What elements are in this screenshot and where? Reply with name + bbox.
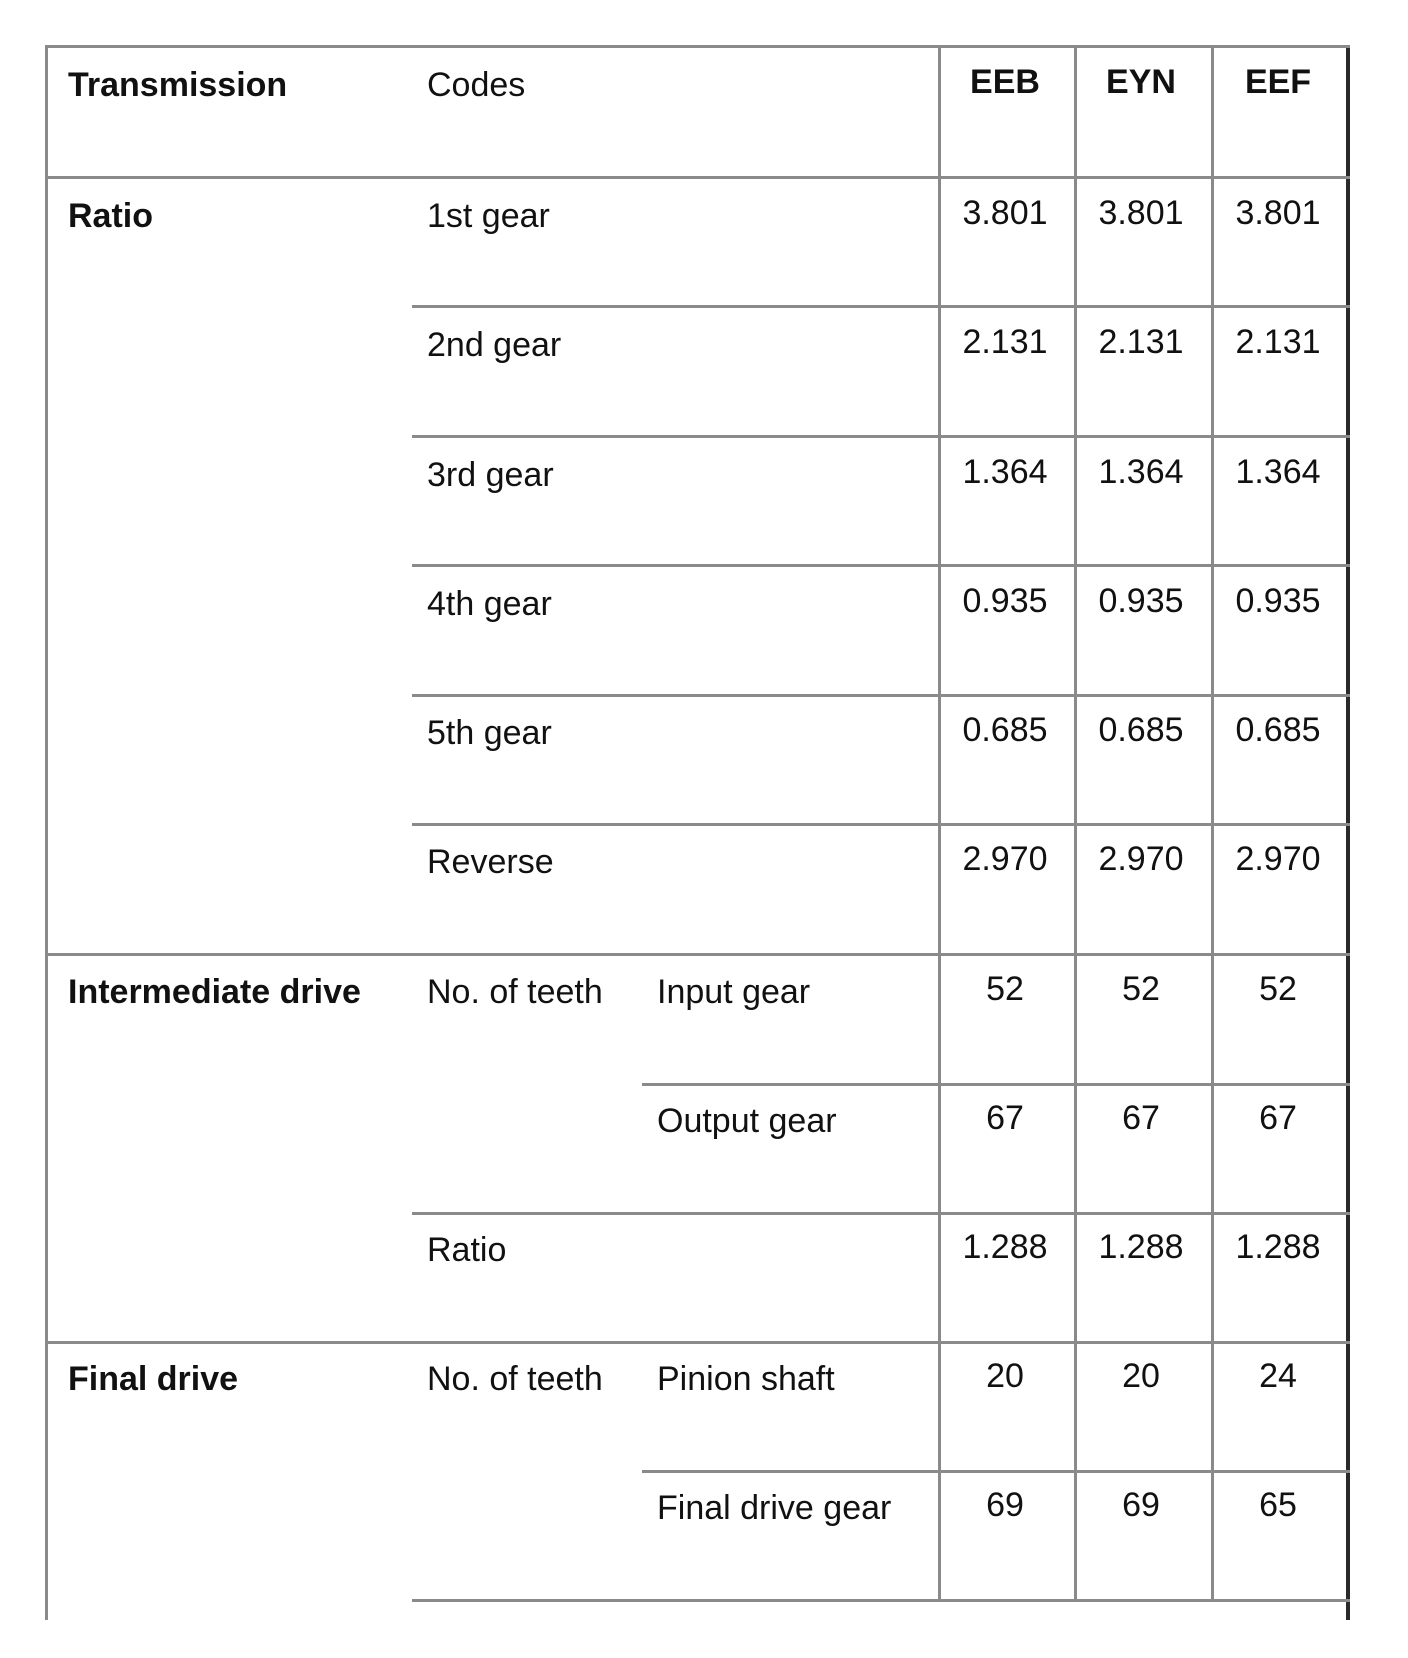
column-header-eef: EEF <box>1244 63 1312 101</box>
column-header-eyn: EYN <box>1106 63 1176 101</box>
cell-value: 0.685 <box>962 711 1048 749</box>
teeth-label: No. of teeth <box>427 973 603 1011</box>
row-label: Reverse <box>427 843 554 881</box>
row-divider <box>642 1083 1350 1086</box>
row-label: 3rd gear <box>427 456 554 494</box>
cell-value: 0.935 <box>1098 582 1184 620</box>
cell-value: 52 <box>1259 970 1297 1008</box>
cell-value: 3.801 <box>962 194 1048 232</box>
cell-value: 67 <box>1259 1099 1297 1137</box>
row-label: 2nd gear <box>427 326 562 364</box>
table-right-border <box>1346 45 1350 1620</box>
cell-value: 69 <box>1122 1486 1160 1524</box>
section-divider <box>45 953 1350 956</box>
column-header-eeb: EEB <box>970 63 1040 101</box>
row-label: 4th gear <box>427 585 552 623</box>
cell-value: 2.970 <box>1098 840 1184 878</box>
row-label: Output gear <box>657 1102 837 1140</box>
row-label: Ratio <box>427 1231 507 1269</box>
table-bottom-border <box>412 1599 1350 1602</box>
row-divider <box>412 305 1350 308</box>
table-top-border <box>45 45 1350 48</box>
row-divider <box>412 694 1350 697</box>
cell-value: 67 <box>986 1099 1024 1137</box>
row-divider <box>412 564 1350 567</box>
cell-value: 0.935 <box>1235 582 1321 620</box>
cell-value: 1.288 <box>1098 1228 1184 1266</box>
cell-value: 24 <box>1259 1357 1297 1395</box>
row-divider <box>412 823 1350 826</box>
row-divider <box>412 1212 1350 1215</box>
cell-value: 3.801 <box>1235 194 1321 232</box>
cell-value: 1.364 <box>1235 453 1321 491</box>
section-label-ratio: Ratio <box>68 197 153 235</box>
cell-value: 65 <box>1259 1486 1297 1524</box>
cell-value: 0.685 <box>1235 711 1321 749</box>
cell-value: 2.131 <box>1098 323 1184 361</box>
row-divider <box>642 1470 1350 1473</box>
cell-value: 52 <box>986 970 1024 1008</box>
teeth-label: No. of teeth <box>427 1360 603 1398</box>
cell-value: 3.801 <box>1098 194 1184 232</box>
cell-value: 52 <box>1122 970 1160 1008</box>
cell-value: 1.364 <box>962 453 1048 491</box>
row-divider <box>412 435 1350 438</box>
cell-value: 2.131 <box>1235 323 1321 361</box>
section-divider <box>45 1341 1350 1344</box>
cell-value: 20 <box>1122 1357 1160 1395</box>
row-label: Pinion shaft <box>657 1360 835 1398</box>
header-title: Transmission <box>68 66 288 104</box>
section-label-final-drive: Final drive <box>68 1360 239 1398</box>
cell-value: 2.970 <box>1235 840 1321 878</box>
cell-value: 1.288 <box>962 1228 1048 1266</box>
cell-value: 1.364 <box>1098 453 1184 491</box>
cell-value: 0.935 <box>962 582 1048 620</box>
cell-value: 1.288 <box>1235 1228 1321 1266</box>
cell-value: 67 <box>1122 1099 1160 1137</box>
row-label: Final drive gear <box>657 1489 892 1527</box>
row-label: 5th gear <box>427 714 552 752</box>
row-label: 1st gear <box>427 197 550 235</box>
cell-value: 20 <box>986 1357 1024 1395</box>
section-label-intermediate-drive: Intermediate drive <box>68 973 361 1011</box>
cell-value: 0.685 <box>1098 711 1184 749</box>
cell-value: 69 <box>986 1486 1024 1524</box>
header-codes-label: Codes <box>427 66 526 104</box>
row-label: Input gear <box>657 973 811 1011</box>
header-divider <box>45 176 1350 179</box>
cell-value: 2.970 <box>962 840 1048 878</box>
cell-value: 2.131 <box>962 323 1048 361</box>
table-left-border <box>45 45 48 1620</box>
